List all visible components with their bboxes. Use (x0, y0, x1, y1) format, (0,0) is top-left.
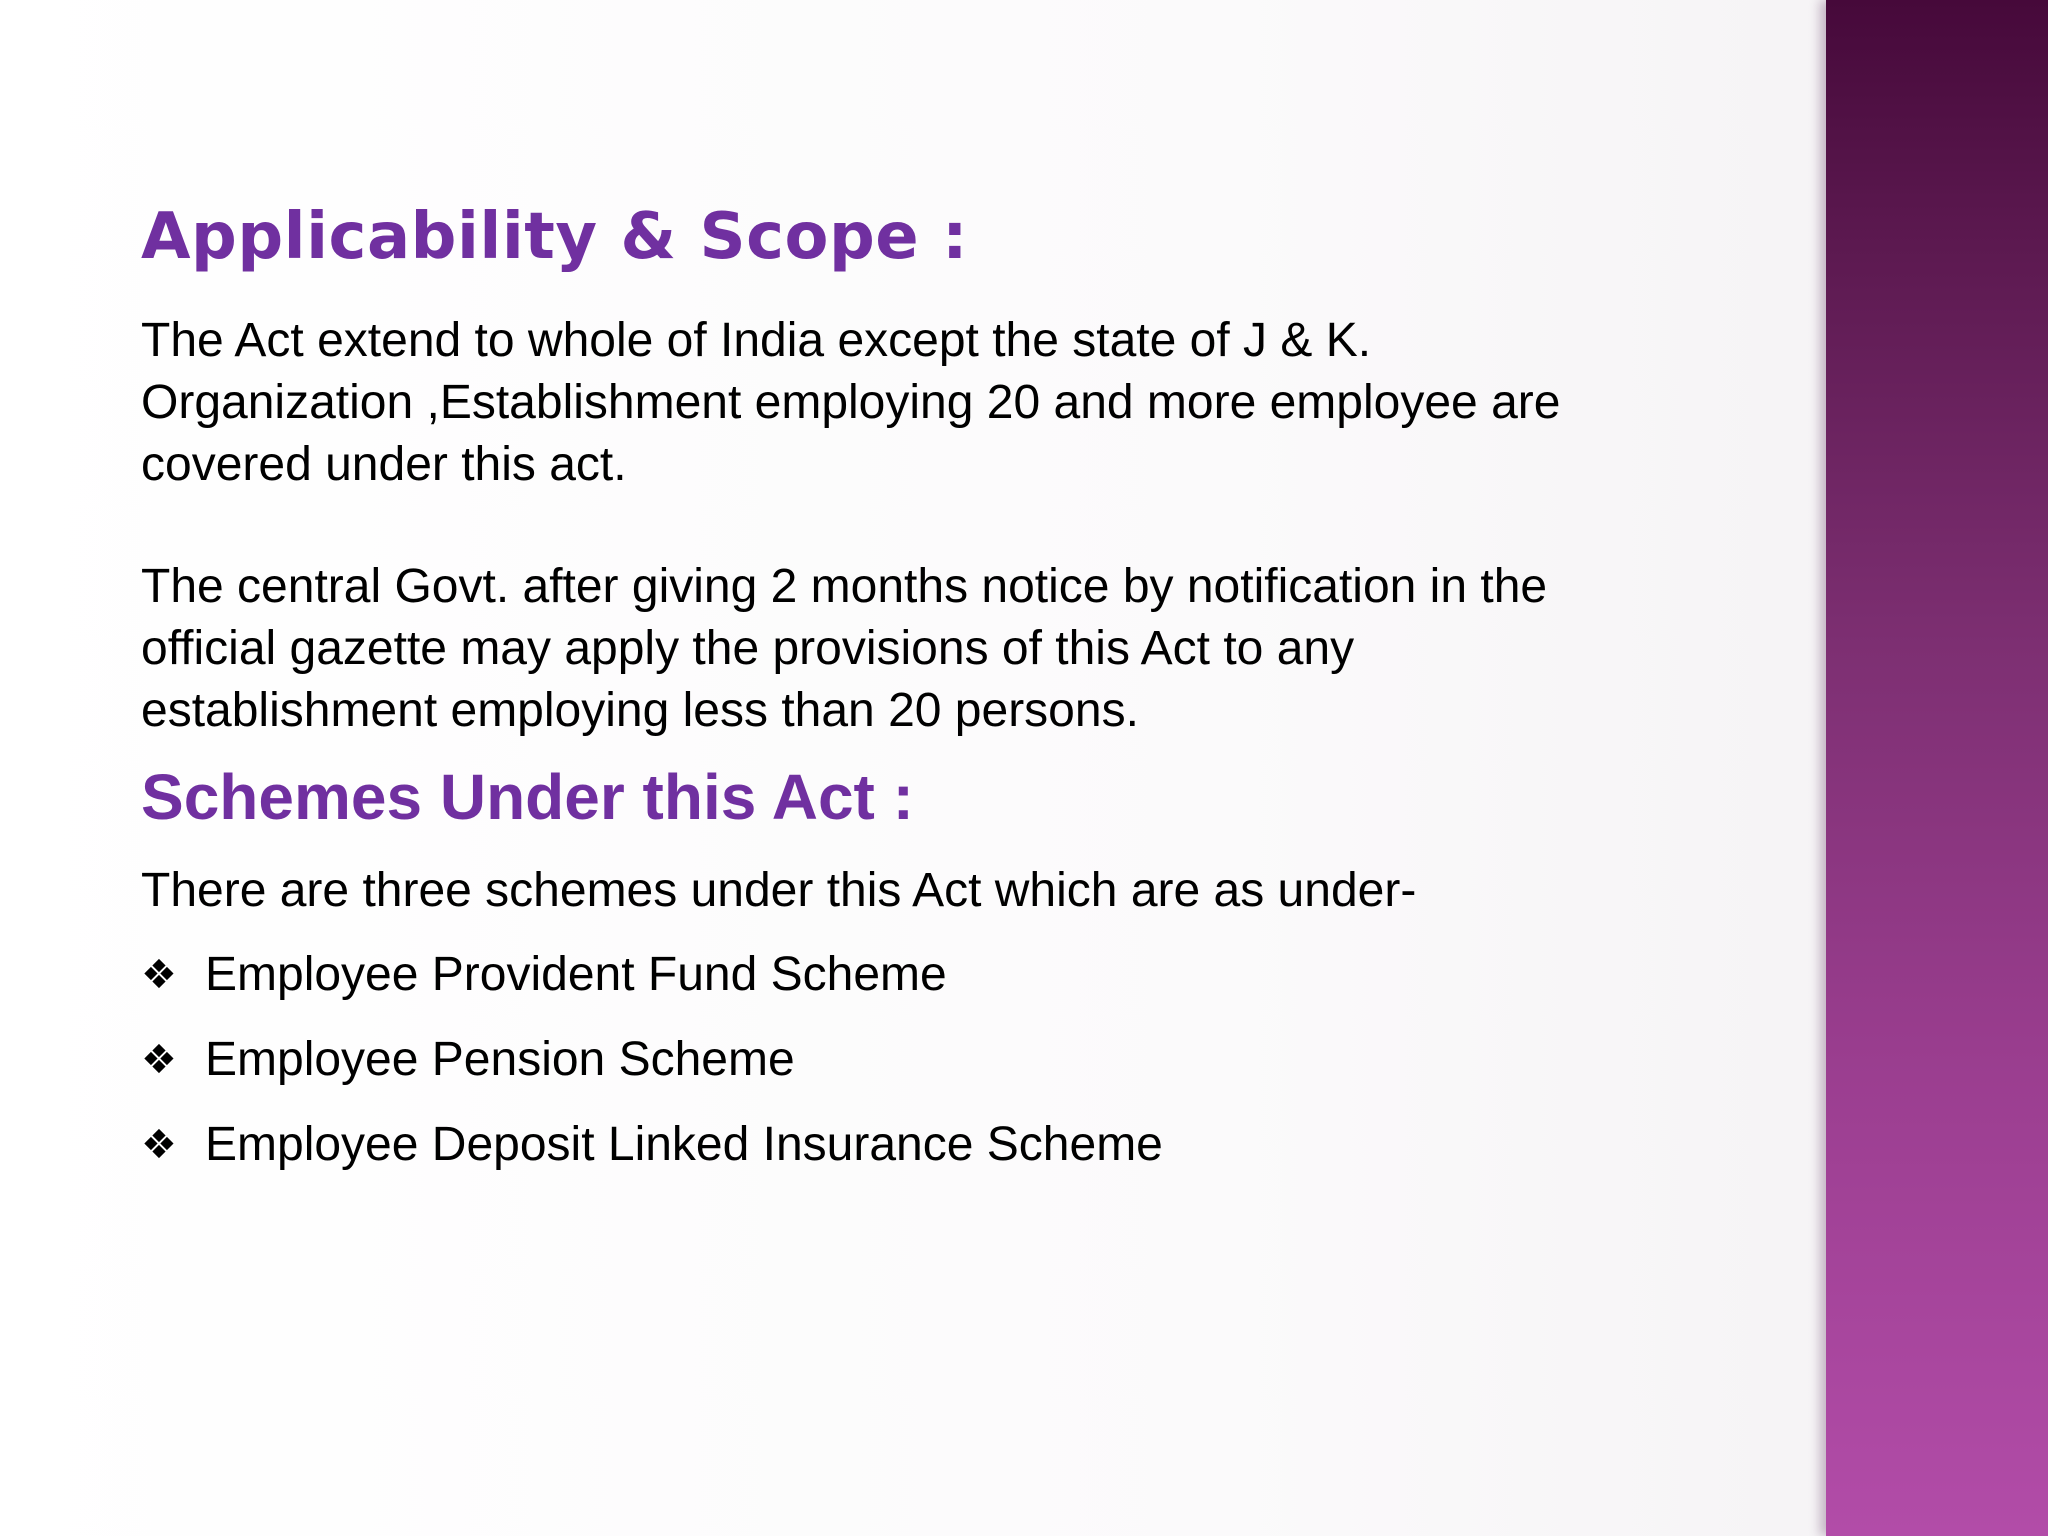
paragraph-line: The Act extend to whole of India except the state of J & K. (141, 314, 1372, 367)
schemes-intro: There are three schemes under this Act which are as under- (141, 864, 1417, 917)
decorative-sidebar (1826, 0, 2048, 1536)
diamond-bullet-icon: ❖ (141, 1037, 177, 1083)
paragraph-line: official gazette may apply the provisions of this Act to any (141, 622, 1355, 675)
heading-applicability-scope: Applicability & Scope : (141, 200, 969, 274)
diamond-bullet-icon: ❖ (141, 1122, 177, 1168)
scheme-list (141, 944, 1163, 1199)
diamond-bullet-icon: ❖ (141, 952, 177, 998)
paragraph-line: Organization ,Establishment employing 20 and more employee are (141, 376, 1561, 429)
heading-schemes: Schemes Under this Act : (141, 761, 914, 833)
paragraph-central-govt (141, 556, 1761, 742)
paragraph-line: The central Govt. after giving 2 months notice by notification in the (141, 560, 1548, 613)
scheme-label: Employee Deposit Linked Insurance Scheme (205, 1118, 1163, 1171)
paragraph-line: establishment employing less than 20 persons. (141, 684, 1139, 737)
scheme-label: Employee Provident Fund Scheme (205, 948, 947, 1001)
paragraph-extent (141, 310, 1761, 496)
list-item (141, 1029, 1163, 1114)
paragraph-line: covered under this act. (141, 438, 627, 491)
list-item (141, 1114, 1163, 1199)
list-item (141, 944, 1163, 1029)
scheme-label: Employee Pension Scheme (205, 1033, 795, 1086)
